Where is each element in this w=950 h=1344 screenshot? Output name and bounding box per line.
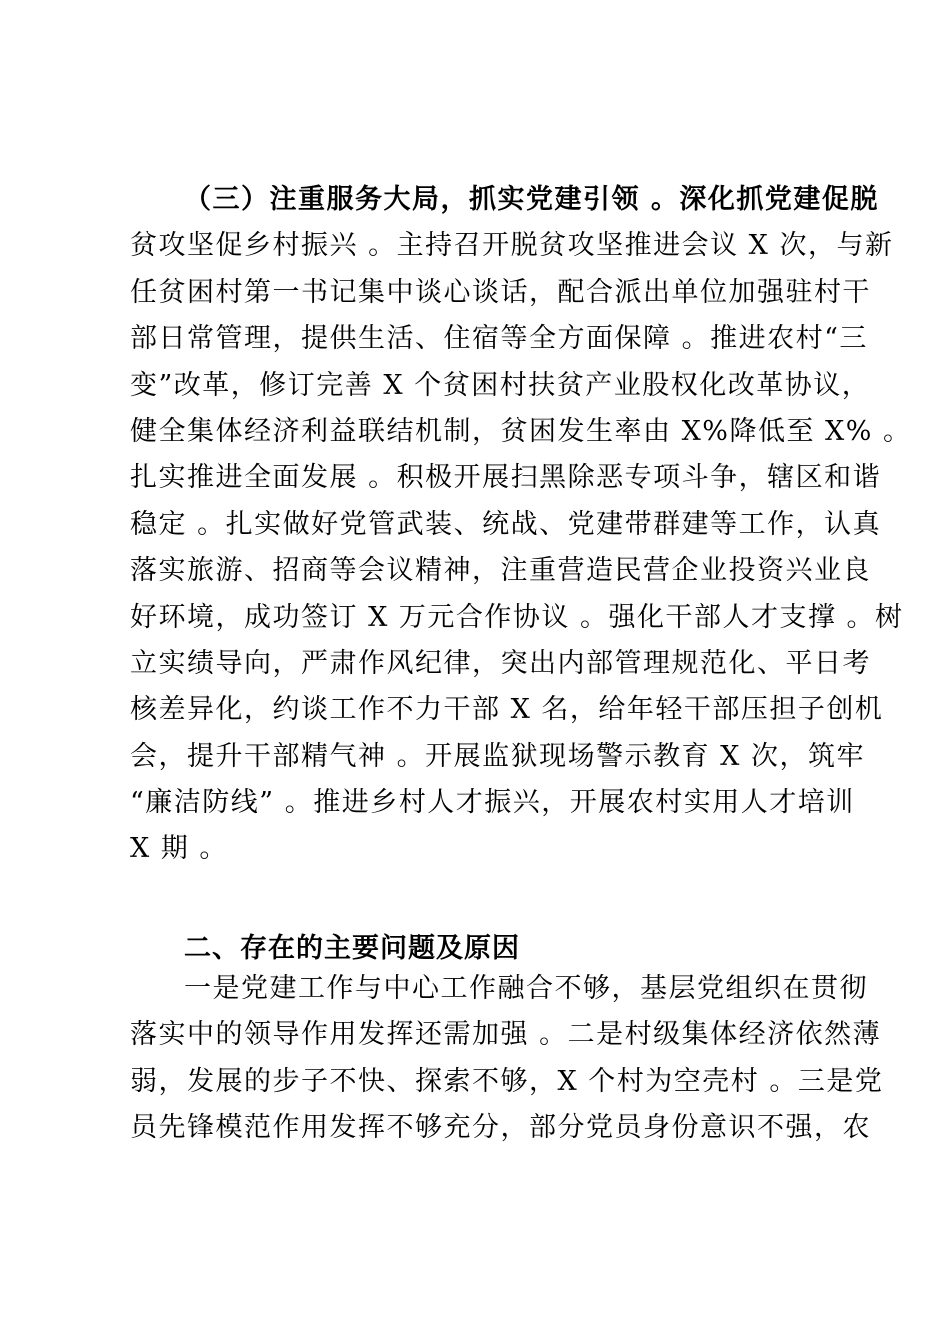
paragraph-problems [130,966,884,1152]
paragraph-line: X 期 。 [130,833,228,865]
paragraph-line: 落实中的领导作用发挥还需加强 。二是村级集体经济依然薄 [130,1019,882,1051]
paragraph-line: 立实绩导向，严肃作风纪律，突出内部管理规范化、平日考 [130,647,871,679]
paragraph-line: （三）注重服务大局，抓实党建引领 。深化抓党建促脱 [184,184,879,215]
paragraph-line: 扎实推进全面发展 。积极开展扫黑除恶专项斗争，辖区和谐 [130,462,882,494]
paragraph-line: 核差异化，约谈工作不力干部 X 名，给年轻干部压担子创机 [130,694,884,726]
paragraph-line: 会，提升干部精气神 。开展监狱现场警示教育 X 次，筑牢 [130,740,865,772]
paragraph-line: 部日常管理，提供生活、住宿等全方面保障 。推进农村“三 [130,323,868,355]
paragraph-line: 变”改革，修订完善 X 个贫困村扶贫产业股权化改革协议， [130,369,871,401]
paragraph-line: 任贫困村第一书记集中谈心谈话，配合派出单位加强驻村干 [130,276,871,308]
paragraph-party-building [130,177,912,873]
paragraph-line: 好环境，成功签订 X 万元合作协议 。强化干部人才支撑 。树 [130,601,904,633]
paragraph-line: 弱，发展的步子不快、探索不够，X 个村为空壳村 。三是党 [130,1065,884,1097]
paragraph-line: 员先锋模范作用发挥不够充分，部分党员身份意识不强，农 [130,1112,871,1144]
section-heading: 二、存在的主要问题及原因 [184,933,520,964]
paragraph-line: 贫攻坚促乡村振兴 。主持召开脱贫攻坚推进会议 X 次，与新 [130,230,894,262]
paragraph-line: 落实旅游、招商等会议精神，注重营造民营企业投资兴业良 [130,555,871,587]
paragraph-line: 稳定 。扎实做好党管武装、统战、党建带群建等工作，认真 [130,508,882,540]
paragraph-line: “廉洁防线” 。推进乡村人才振兴，开展农村实用人才培训 [130,787,855,819]
paragraph-line: 一是党建工作与中心工作融合不够，基层党组织在贯彻 [184,973,868,1004]
paragraph-line: 健全集体经济利益联结机制，贫困发生率由 X%降低至 X% 。 [130,415,912,447]
